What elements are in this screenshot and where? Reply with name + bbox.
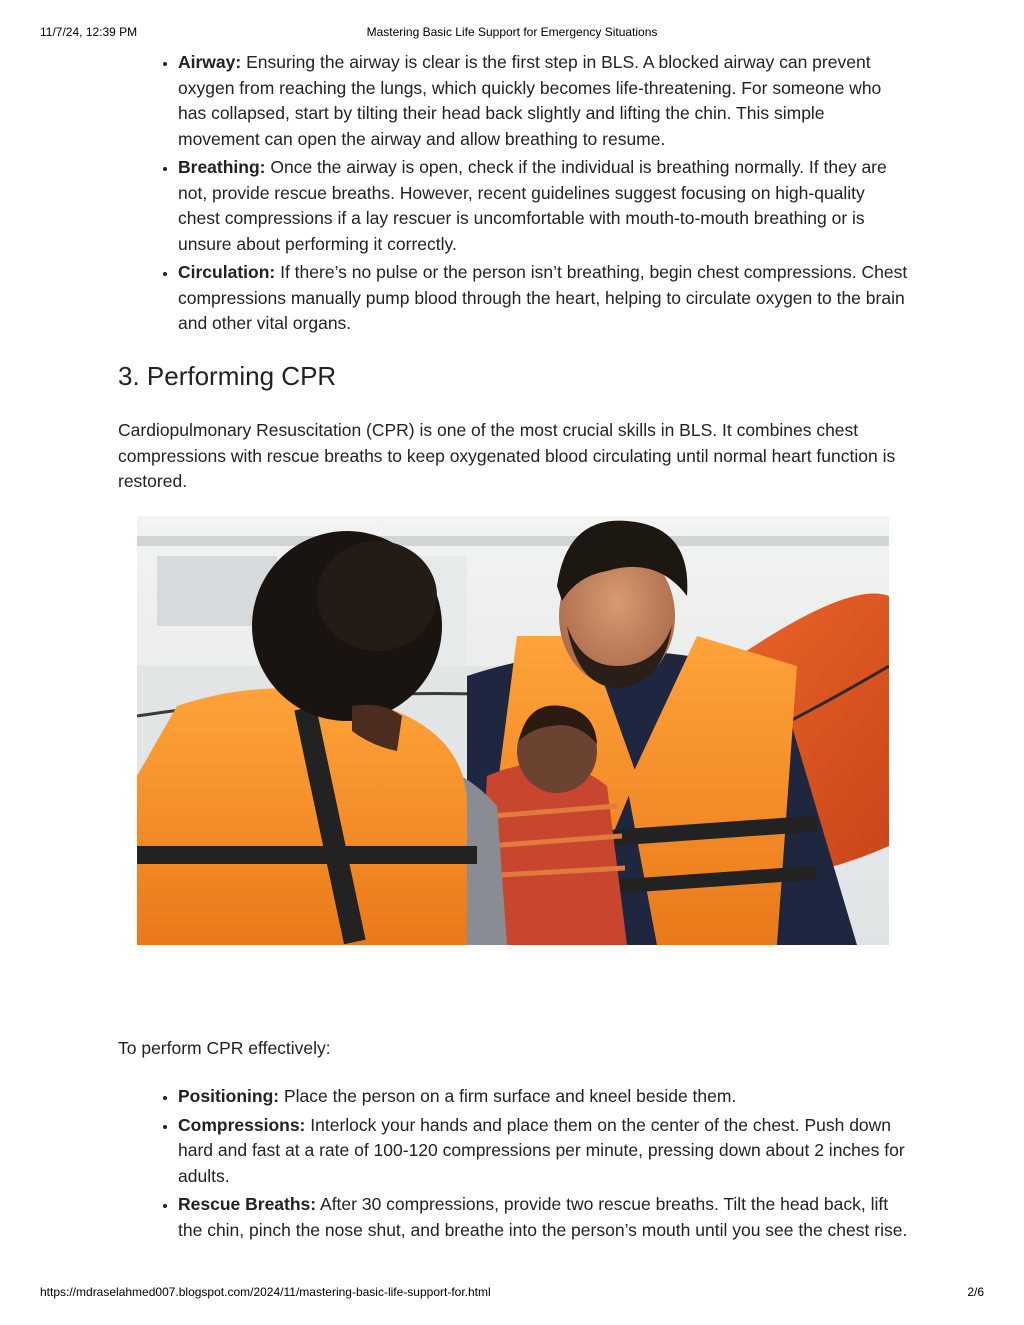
section-heading: 3. Performing CPR	[118, 361, 337, 391]
list-item-text: Once the airway is open, check if the individual is breathing normally. If they are not, provide rescue breaths. However, recent guidelines suggest focusing on high-quality chest compressions if a lay rescuer is uncomfortable with mouth-to-mouth breathing or is unsure about performing it correctly.	[178, 157, 887, 254]
list-item-text: Place the person on a firm surface and kneel beside them.	[279, 1086, 737, 1106]
list-item-term: Positioning:	[178, 1086, 280, 1106]
boat-railing	[137, 536, 889, 546]
rescue-photo-illustration	[137, 516, 889, 945]
abc-list	[0, 50, 908, 337]
list-item-airway	[178, 50, 908, 152]
vest-strap	[137, 846, 477, 864]
list-item-term: Airway:	[178, 52, 242, 72]
steps-lead: To perform CPR effectively:	[118, 1038, 331, 1058]
rescue-photo	[137, 516, 889, 945]
list-item-text: Interlock your hands and place them on the center of the chest. Push down hard and fast at a rate of 100-120 compressions per minute, pressing down about 2 inches for adults.	[178, 1114, 905, 1186]
list-item-circulation	[178, 260, 908, 337]
list-item-text: Ensuring the airway is clear is the first step in BLS. A blocked airway can prevent oxygen from reaching the lungs, which quickly becomes life-threatening. For someone who has collapsed, start by tilting their head back slightly and lifting the chin. This simple movement can open the airway and allow breathing to resume.	[178, 52, 882, 149]
woman-hair-curls	[317, 541, 437, 651]
list-item-breathing	[178, 155, 908, 257]
list-item-term: Rescue Breaths:	[178, 1194, 317, 1214]
list-item-compressions	[178, 1113, 908, 1190]
list-item-text: If there’s no pulse or the person isn’t breathing, begin chest compressions. Chest compressions manually pump blood through the heart, helping to circulate oxygen to the brain and other vital organs.	[178, 262, 908, 333]
list-item-rescue-breaths	[178, 1192, 908, 1243]
print-footer	[40, 1285, 984, 1301]
print-header	[40, 25, 984, 41]
cpr-steps-container	[0, 1084, 908, 1246]
abc-list-container	[0, 50, 908, 340]
list-item-term: Circulation:	[178, 262, 276, 282]
list-item-positioning	[178, 1084, 908, 1110]
list-item-term: Breathing:	[178, 157, 266, 177]
print-url: https://mdraselahmed007.blogspot.com/2024/11/mastering-basic-life-support-for.html	[40, 1285, 491, 1299]
print-datetime: 11/7/24, 12:39 PM	[40, 25, 138, 39]
print-page-number: 2/6	[967, 1285, 984, 1299]
section-intro: Cardiopulmonary Resuscitation (CPR) is one of the most crucial skills in BLS. It combines chest compressions with rescue breaths to keep oxygenated blood circulating until normal heart function is restored.	[118, 420, 896, 491]
print-page-title: Mastering Basic Life Support for Emergency Situations	[366, 25, 658, 39]
list-item-text: After 30 compressions, provide two rescue breaths. Tilt the head back, lift the chin, pinch the nose shut, and breathe into the person’s mouth until you see the chest rise.	[178, 1194, 908, 1240]
cpr-steps-list	[0, 1084, 908, 1243]
list-item-term: Compressions:	[178, 1114, 306, 1135]
